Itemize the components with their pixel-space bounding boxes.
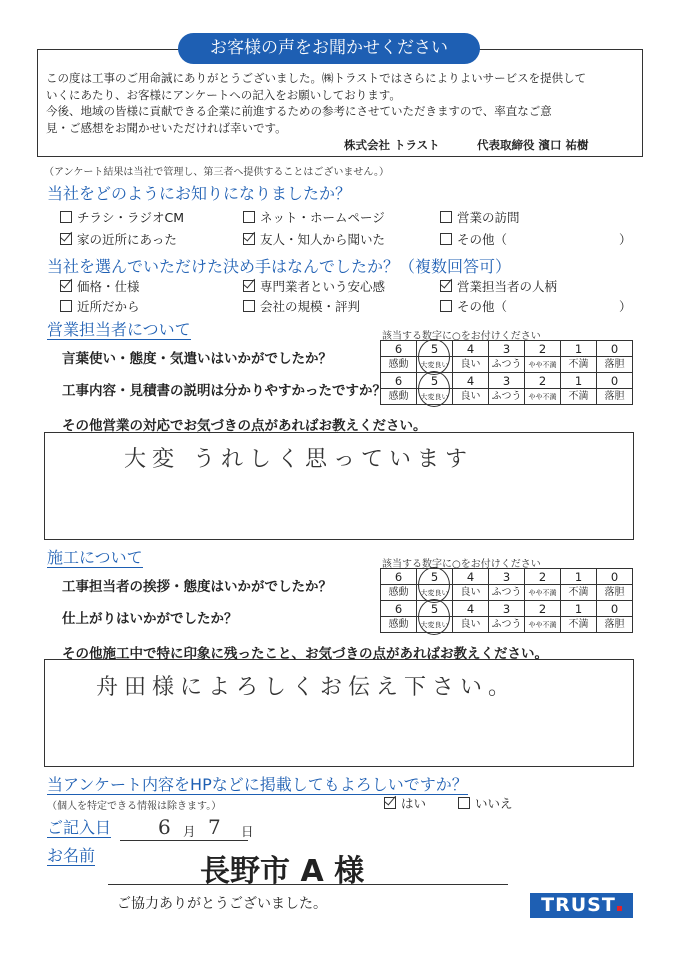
rating-4[interactable]: 4 [453,601,489,617]
name-underline [108,884,508,885]
checkbox[interactable] [440,300,452,312]
rating-table-sales-1 [380,340,633,373]
publish-note: （個人を特定できる情報は除きます。） [47,801,222,812]
intro-line: この度は工事のご用命誠にありがとうございました。㈱トラストではさらによりよいサービスを提供して [46,71,587,85]
intro-line: いくにあたり、お客様にアンケートへの記入をお願いしております。 [46,87,401,102]
president-name: 代表取締役 濱口 祐樹 [477,138,589,152]
date-day-value: 7 [208,815,227,839]
q2-option[interactable]: 会社の規模・評判 [243,297,360,315]
q2-option[interactable]: 価格・仕様 [60,277,140,295]
trust-logo: TRUST [530,893,633,918]
rating-2[interactable]: 2 [525,373,561,389]
rating-table-construction-2 [380,600,633,633]
rating-label: 不満 [561,357,597,373]
customer-name: 長野市 A 様 [200,854,365,889]
checkbox-checked[interactable] [440,280,452,292]
rating-label: 落胆 [597,617,633,633]
rating-1[interactable]: 1 [561,569,597,585]
intro-line: 今後、地域の皆様に貢献できる企業に前進するための参考にさせていただきますので、率直なご意 [46,104,552,118]
publish-yes-option[interactable]: はい [384,794,426,812]
rating-table-sales-2 [380,372,633,405]
q2-option[interactable]: 専門業者という安心感 [243,277,385,295]
rating-label: 落胆 [597,389,633,405]
rating-label: 感動 [381,585,417,601]
paren-close: ） [619,232,632,247]
publish-no-option[interactable]: いいえ [458,794,513,812]
paren-close: ） [619,299,632,314]
rating-label: 大変良い [417,389,453,405]
rating-label: やや不満 [525,617,561,633]
rating-label: ふつう [489,357,525,373]
q1-option[interactable]: 営業の訪問 [440,208,520,226]
q1-option[interactable]: ネット・ホームページ [243,208,385,226]
q2-option[interactable]: その他（ [440,297,507,315]
rating-6[interactable]: 6 [381,569,417,585]
rating-label: 落胆 [597,357,633,373]
construction-section-title: 施工について [47,548,143,567]
sales-question: 言葉使い・態度・気遣いはいかがでしたか？ [62,351,332,367]
rating-table-construction-1 [380,568,633,601]
date-month-value: 6 [158,815,177,839]
rating-label: 不満 [561,617,597,633]
thanks-message: ご協力ありがとうございました。 [117,896,327,912]
rating-label: 大変良い [417,617,453,633]
checkbox[interactable] [243,211,255,223]
q1-option[interactable]: 家の近所にあった [60,230,177,248]
rating-label: 感動 [381,389,417,405]
rating-3[interactable]: 3 [489,373,525,389]
construction-question: 工事担当者の挨拶・態度はいかがでしたか？ [62,579,332,595]
rating-4[interactable]: 4 [453,373,489,389]
rating-label: 感動 [381,357,417,373]
rating-label: ふつう [489,617,525,633]
intro-line: 見・ご感想をお聞かせいただければ幸いです。 [46,120,287,135]
rating-label: 良い [453,617,489,633]
rating-label: やや不満 [525,585,561,601]
rating-0[interactable]: 0 [597,569,633,585]
rating-label: ふつう [489,585,525,601]
rating-label: 感動 [381,617,417,633]
rating-label: 良い [453,389,489,405]
rating-3[interactable]: 3 [489,569,525,585]
date-underline [120,840,248,841]
q1-option[interactable]: 友人・知人から聞いた [243,230,385,248]
checkbox[interactable] [243,300,255,312]
logo-dot [617,906,622,911]
checkbox-checked[interactable] [384,797,396,809]
checkbox-checked[interactable] [60,233,72,245]
rating-3[interactable]: 3 [489,601,525,617]
rating-6[interactable]: 6 [381,601,417,617]
sales-section-title: 営業担当者について [47,320,191,339]
date-label: ご記入日 [47,818,112,837]
name-label: お名前 [47,846,96,865]
q2-title: 当社を選んでいただけた決め手はなんでしたか？（複数回答可） [47,257,512,276]
rating-label: ふつう [489,389,525,405]
rating-1[interactable]: 1 [561,373,597,389]
checkbox[interactable] [440,233,452,245]
q2-option[interactable]: 営業担当者の人柄 [440,277,557,295]
rating-5-selected[interactable]: 5 [417,569,453,585]
rating-label: 不満 [561,585,597,601]
checkbox-checked[interactable] [243,280,255,292]
rating-label: やや不満 [525,357,561,373]
sales-comment-prompt: その他営業の対応でお気づきの点があればお教えください。 [62,418,427,434]
rating-0[interactable]: 0 [597,373,633,389]
checkbox[interactable] [440,211,452,223]
rating-2[interactable]: 2 [525,601,561,617]
rating-2[interactable]: 2 [525,569,561,585]
rating-label: 大変良い [417,357,453,373]
scale-instruction: 該当する数字に○をお付けください [382,559,541,570]
date-month-unit: 月 [183,824,196,839]
q1-option[interactable]: チラシ・ラジオCM [60,208,184,226]
checkbox[interactable] [60,300,72,312]
rating-label: 良い [453,585,489,601]
rating-label: 落胆 [597,585,633,601]
rating-4[interactable]: 4 [453,569,489,585]
survey-title: お客様の声をお聞かせください [178,33,480,64]
checkbox-checked[interactable] [243,233,255,245]
checkbox-checked[interactable] [60,280,72,292]
rating-label: 大変良い [417,585,453,601]
scale-instruction: 該当する数字に○をお付けください [382,331,541,342]
rating-6[interactable]: 6 [381,341,417,357]
q2-option[interactable]: 近所だから [60,297,140,315]
construction-comment-prompt: その他施工中で特に印象に残ったこと、お気づきの点があればお教えください。 [62,646,548,662]
checkbox[interactable] [60,211,72,223]
rating-1[interactable]: 1 [561,601,597,617]
rating-2[interactable]: 2 [525,341,561,357]
rating-label: 良い [453,357,489,373]
rating-3[interactable]: 3 [489,341,525,357]
rating-5-selected[interactable]: 5 [417,601,453,617]
date-day-unit: 日 [241,824,254,839]
company-name: 株式会社 トラスト [344,138,440,152]
sales-comment-text: 大変 うれしく思っています [124,447,473,472]
rating-label: 不満 [561,389,597,405]
q1-option[interactable]: その他（ [440,230,507,248]
publish-question: 当アンケート内容をHPなどに掲載してもよろしいですか？ [47,775,468,794]
rating-0[interactable]: 0 [597,341,633,357]
intro-text [46,70,636,136]
rating-5-selected[interactable]: 5 [417,373,453,389]
construction-comment-text: 舟田様によろしくお伝え下さい。 [96,675,517,700]
q1-title: 当社をどのようにお知りになりましたか？ [47,184,352,203]
rating-1[interactable]: 1 [561,341,597,357]
sales-question: 工事内容・見積書の説明は分かりやすかったですか？ [62,383,386,399]
construction-question: 仕上がりはいかがでしたか？ [62,611,238,627]
rating-6[interactable]: 6 [381,373,417,389]
rating-4[interactable]: 4 [453,341,489,357]
rating-5-selected[interactable]: 5 [417,341,453,357]
checkbox[interactable] [458,797,470,809]
privacy-note: （アンケート結果は当社で管理し、第三者へ提供することはございません。） [44,167,389,178]
rating-label: やや不満 [525,389,561,405]
rating-0[interactable]: 0 [597,601,633,617]
